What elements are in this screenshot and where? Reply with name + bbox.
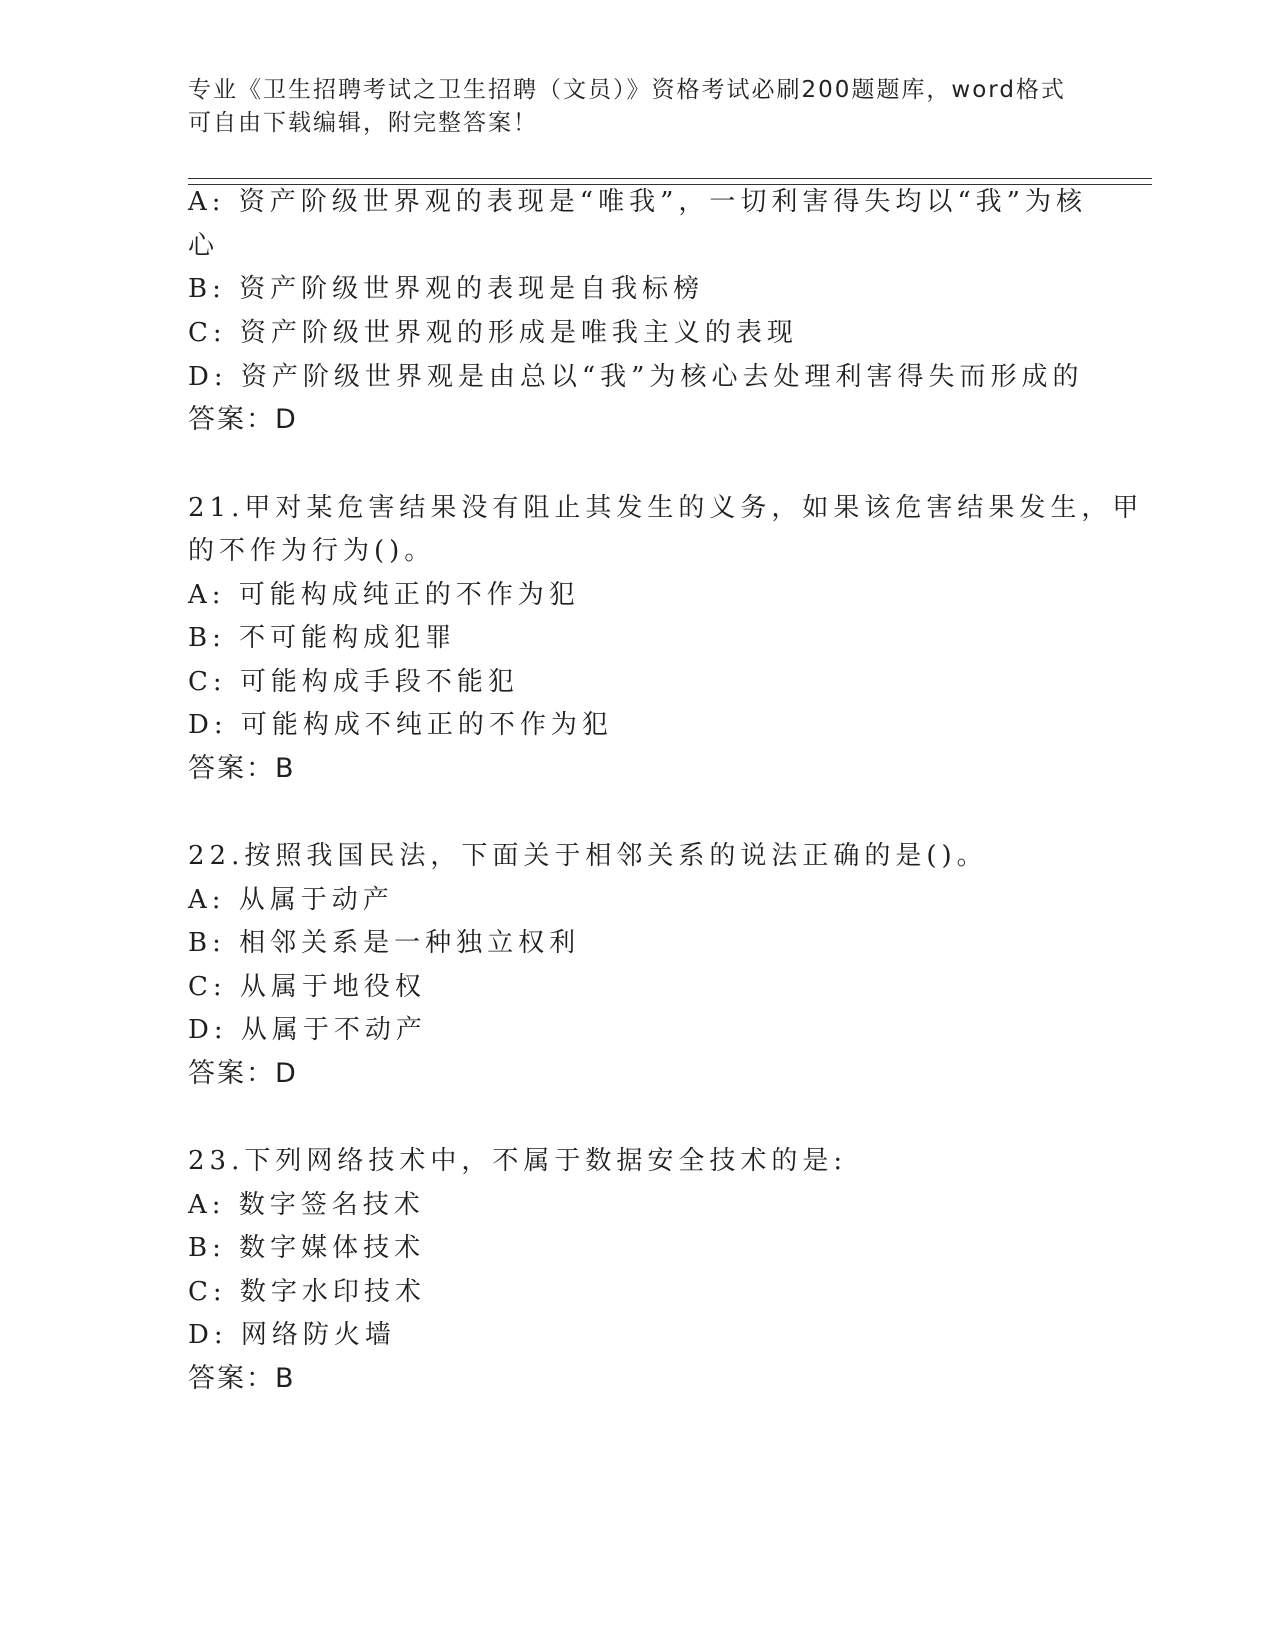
option-b-line: B: 资产阶级世界观的表现是自我标榜 [188, 274, 705, 304]
option-b-line: B: 不可能构成犯罪 [188, 623, 457, 653]
question-22-stem: 22.按照我国民法，下面关于相邻关系的说法正确的是()。 [188, 841, 988, 871]
option-c-line: C: 可能构成手段不能犯 [188, 667, 519, 697]
option-d-line: D: 资产阶级世界观是由总以“我”为核心去处理利害得失而形成的 [188, 362, 1084, 392]
option-b-line: B: 相邻关系是一种独立权利 [188, 928, 581, 958]
option-a-line: A: 资产阶级世界观的表现是“唯我”，一切利害得失均以“我”为核 [188, 187, 1087, 217]
question-23-stem: 23.下列网络技术中，不属于数据安全技术的是: [188, 1146, 848, 1176]
header-rule-bottom [188, 184, 1152, 185]
document-header [188, 74, 1088, 140]
answer-line: 答案：B [188, 1363, 296, 1394]
option-d-line: D: 可能构成不纯正的不作为犯 [188, 710, 613, 740]
option-b-line: B: 数字媒体技术 [188, 1233, 426, 1263]
answer-line: 答案：D [188, 404, 298, 435]
answer-line: 答案：B [188, 753, 296, 784]
header-rule-top [188, 178, 1152, 179]
question-21-stem: 21.甲对某危害结果没有阻止其发生的义务，如果该危害结果发生，甲 [188, 493, 1144, 523]
option-d-line: D: 从属于不动产 [188, 1015, 427, 1045]
header-line-1: 专业《卫生招聘考试之卫生招聘（文员）》资格考试必刷200题题库，word格式 [188, 77, 1066, 103]
option-c-line: C: 资产阶级世界观的形成是唯我主义的表现 [188, 318, 798, 348]
option-d-line: D: 网络防火墙 [188, 1320, 396, 1350]
option-c-line: C: 从属于地役权 [188, 972, 426, 1002]
header-line-2: 可自由下载编辑，附完整答案！ [188, 110, 538, 136]
option-a-line: A: 可能构成纯正的不作为犯 [188, 580, 580, 610]
answer-line: 答案：D [188, 1058, 298, 1089]
question-21-stem-continuation: 的不作为行为()。 [188, 536, 436, 566]
option-a-continuation: 心 [188, 231, 220, 261]
option-c-line: C: 数字水印技术 [188, 1277, 426, 1307]
option-a-line: A: 数字签名技术 [188, 1190, 425, 1220]
option-a-line: A: 从属于动产 [188, 885, 394, 915]
